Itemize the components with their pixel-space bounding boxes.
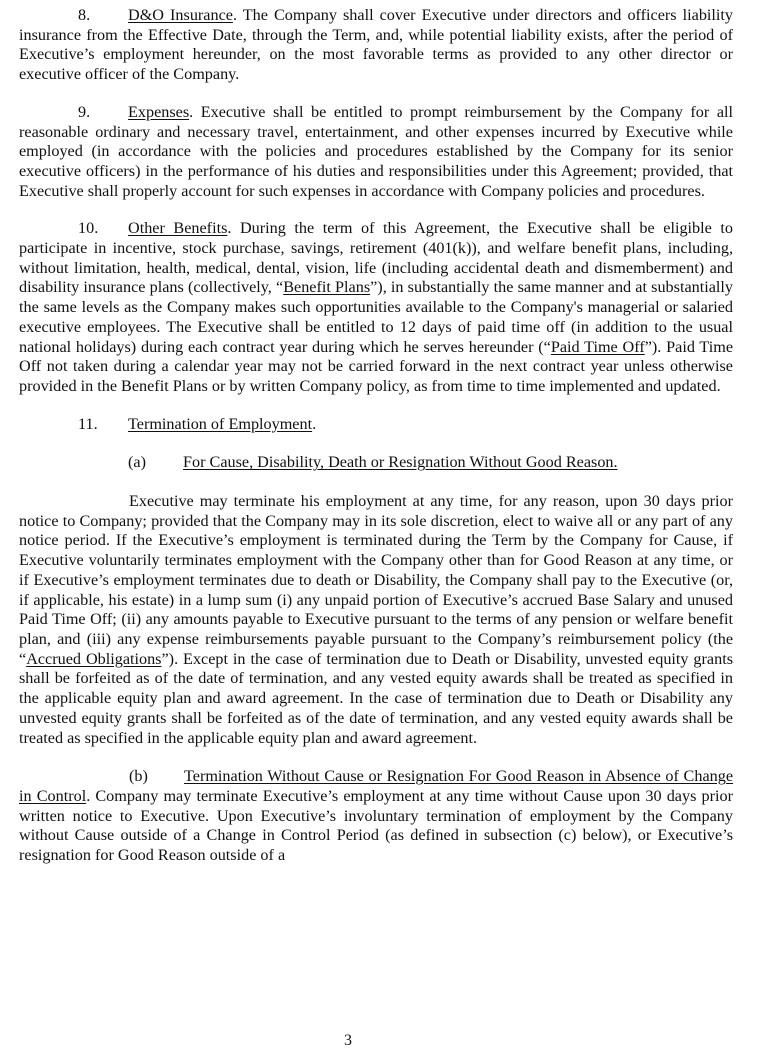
section-10-body-1: . During the term of this Agreement, the Executive shall be eligible to participate in incentive, stock purchase, savings, retirement (401(k)), and welfare benefit plans, including, without limitation, health, medical, dental, vision, life (including accidental death and dismemberment) and disability insurance plans (collectively, “ (19, 219, 733, 297)
section-11-number: 11. (78, 414, 98, 433)
section-9-title: Expenses (128, 102, 190, 121)
document-page (19, 6, 733, 866)
section-8-body: . The Company shall cover Executive under directors and officers liability insurance from the Effective Date, through the Term, and, while potential liability exists, after the period of Executive’s employment hereunder, on the most favorable terms as provided to any other director or executive officer of the Company. (19, 6, 734, 84)
section-10-title: Other Benefits (128, 219, 228, 238)
subsection-b-title: Termination Without Cause or Resignation For Good Reason in Absence of Change in Control (19, 767, 733, 805)
subsection-a-heading (19, 453, 733, 473)
page-number: 3 (344, 1032, 352, 1049)
subsection-b (19, 767, 733, 866)
section-8-number: 8. (78, 6, 91, 24)
subsection-a-body-1: Executive may terminate his employment at any time, for any reason, upon 30 days prior notice to Company; provided that the Company may in its sole discretion, elect to waive all or any part of any notice period. If the Executive’s employment is terminated during the Term by the Company for Cause, if Executive voluntarily terminates employment with the Company other than for Good Reason at any time, or if Executive’s employment terminates due to death or Disability, the Company shall pay to the Executive (or, if applicable, his estate) in a lump sum (i) any unpaid portion of Executive’s accrued Base Salary and unused Paid Time Off; (ii) any amounts payable to Executive pursuant to the terms of any pension or welfare benefit plan, and (iii) any expense reimbursements payable pursuant to the Company’s reimbursement policy (the “ (19, 492, 733, 668)
section-8-title: D&O Insurance (128, 6, 233, 24)
section-10-number: 10. (78, 219, 99, 238)
section-10-body-2: ”), in substantially the same manner and at substantially the same levels as the Company makes such opportunities available to the Company's managerial or salaried executive employees. The Executive shall be entitled to 12 days of paid time off (in addition to the usual national holidays) during each contract year during which he serves hereunder (“ (19, 278, 733, 356)
section-9-body: . Executive shall be entitled to prompt reimbursement by the Company for all reasonable ordinary and necessary travel, entertainment, and other expenses incurred by Executive while employed (in accordance with the policies and procedures established by the Company for its senior executive officers) in the performance of his duties and responsibilities under this Agreement; provided, that Executive shall properly account for such expenses in accordance with Company policies and procedures. (19, 102, 733, 200)
subsection-a-body-2: ”). Except in the case of termination due to Death or Disability, unvested equity grants shall be forfeited as of the date of termination, and any vested equity awards shall be treated as specified in the applicable equity plan and award agreement. In the case of termination due to Death or Disability any unvested equity grants shall be forfeited as of the date of termination, and any vested equity awards shall be treated as specified in the applicable equity plan and award agreement. (19, 649, 733, 747)
section-11-title: Termination of Employment (128, 414, 313, 433)
subsection-b-body: . Company may terminate Executive’s employment at any time without Cause upon 30 days prior written notice to Executive. Upon Executive’s involuntary termination of employment by the Company without Cause outside of a Change in Control Period (as defined in subsection (c) below), or Executive’s resignation for Good Reason outside of a (19, 786, 733, 865)
subsection-a-number: (a) (128, 453, 146, 472)
section-11-heading (19, 415, 733, 435)
section-10-body-3: ”). Paid Time Off not taken during a calendar year may not be carried forward in the next contract year unless otherwise provided in the Benefit Plans or by written Company policy, as from time to time implemented and updated. (19, 337, 734, 395)
subsection-a-title: For Cause, Disability, Death or Resignation Without Good Reason. (183, 453, 618, 472)
section-10 (19, 219, 733, 396)
subsection-b-number: (b) (129, 767, 148, 786)
section-9-number: 9. (78, 102, 91, 121)
defined-term-accrued-obligations: Accrued Obligations (26, 649, 162, 668)
subsection-a-body (19, 492, 733, 748)
section-9 (19, 103, 733, 202)
defined-term-benefit-plans: Benefit Plans (283, 278, 371, 297)
defined-term-paid-time-off: Paid Time Off (550, 337, 645, 356)
section-8 (19, 6, 733, 85)
section-11-title-suffix: . (312, 414, 317, 433)
